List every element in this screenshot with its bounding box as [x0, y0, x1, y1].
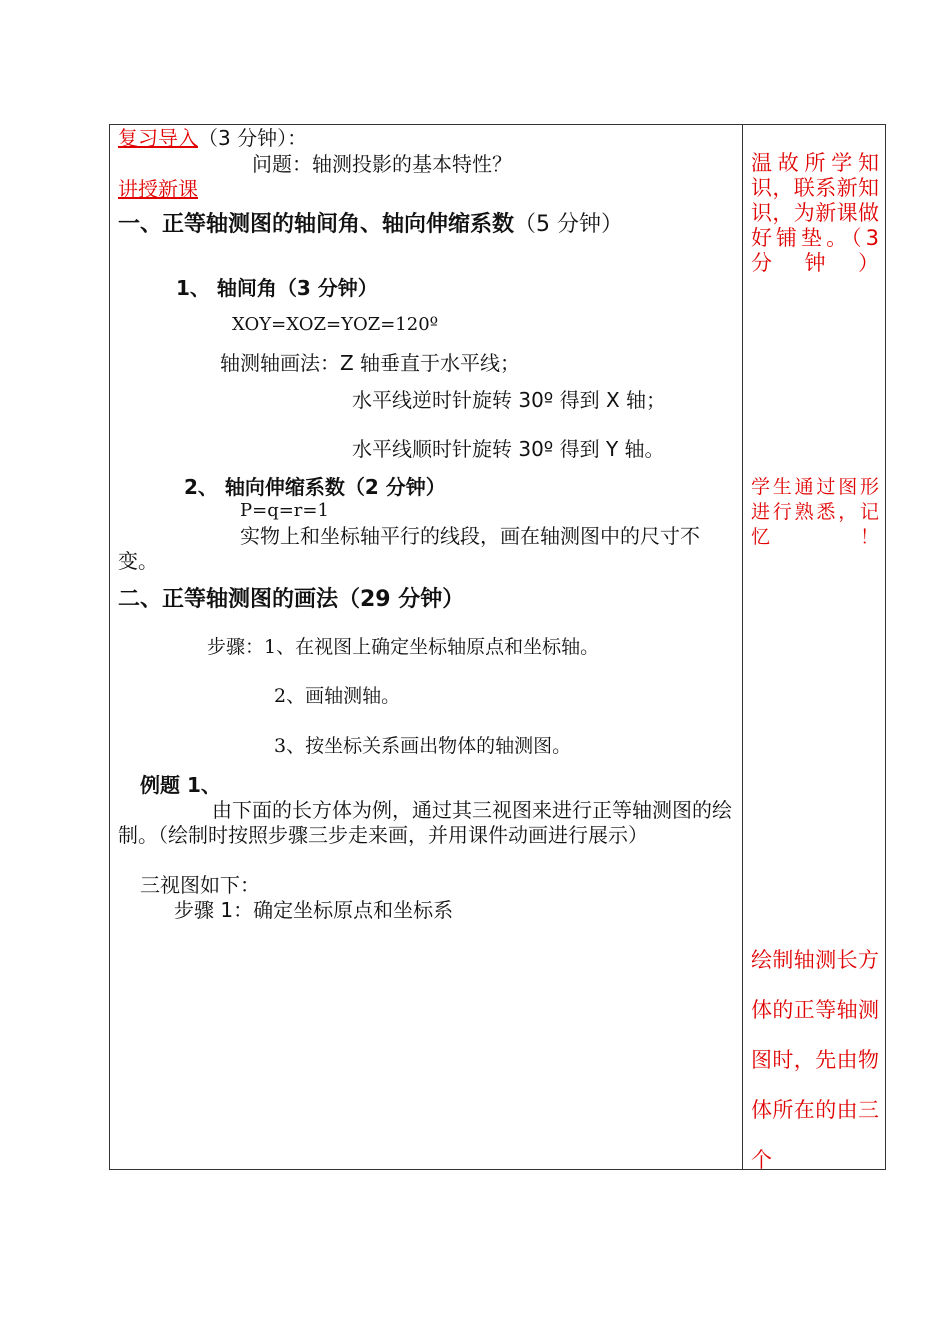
- item1-formula: XOY=XOZ=YOZ=120º: [232, 314, 439, 335]
- review-question: 问题：轴测投影的基本特性？: [252, 152, 512, 176]
- item2-formula: P=q=r=1: [240, 500, 329, 521]
- axis-method-x: 水平线逆时针旋转 30º 得到 X 轴；: [352, 388, 667, 412]
- item2-title: 2、 轴向伸缩系数（2 分钟）: [184, 475, 446, 499]
- item1-title: 1、 轴间角（3 分钟）: [176, 276, 378, 300]
- example-step1: 步骤 1：确定坐标原点和坐标系: [174, 898, 454, 922]
- column-divider: [742, 124, 743, 1170]
- note-drawing: 绘制轴测长方体的正等轴测图时，先由物体所在的由三个: [751, 948, 879, 1172]
- axis-method: 轴测轴画法：Z 轴垂直于水平线；: [220, 351, 521, 375]
- note-review: 温故所学知识，联系新知识，为新课做好铺垫。（3 分钟）: [751, 151, 879, 275]
- review-label: 复习导入: [118, 126, 198, 150]
- example-title: 例题 1、: [140, 773, 221, 797]
- step-1: 步骤：1、在视图上确定坐标轴原点和坐标轴。: [207, 636, 600, 658]
- review-time: （3 分钟）：: [198, 126, 308, 150]
- section1-heading: 一、正等轴测图的轴间角、轴向伸缩系数（5 分钟）: [118, 212, 624, 237]
- section2-heading: 二、正等轴测图的画法（29 分钟）: [118, 587, 465, 612]
- example-desc: 由下面的长方体为例，通过其三视图来进行正等轴测图的绘制。（绘制时按照步骤三步走来画，并用课件动画进行展示）: [118, 798, 732, 847]
- note-memory: 学生通过图形进行熟悉，记忆！: [751, 476, 879, 548]
- new-lesson-label: 讲授新课: [118, 177, 198, 201]
- step-2: 2、画轴测轴。: [274, 685, 401, 707]
- axis-method-y: 水平线顺时针旋转 30º 得到 Y 轴。: [352, 437, 665, 461]
- step-3: 3、按坐标关系画出物体的轴测图。: [274, 735, 572, 757]
- item2-desc: 实物上和坐标轴平行的线段，画在轴测图中的尺寸不变。: [118, 524, 700, 573]
- review-line: [118, 127, 307, 150]
- example-views: 三视图如下：: [140, 873, 260, 897]
